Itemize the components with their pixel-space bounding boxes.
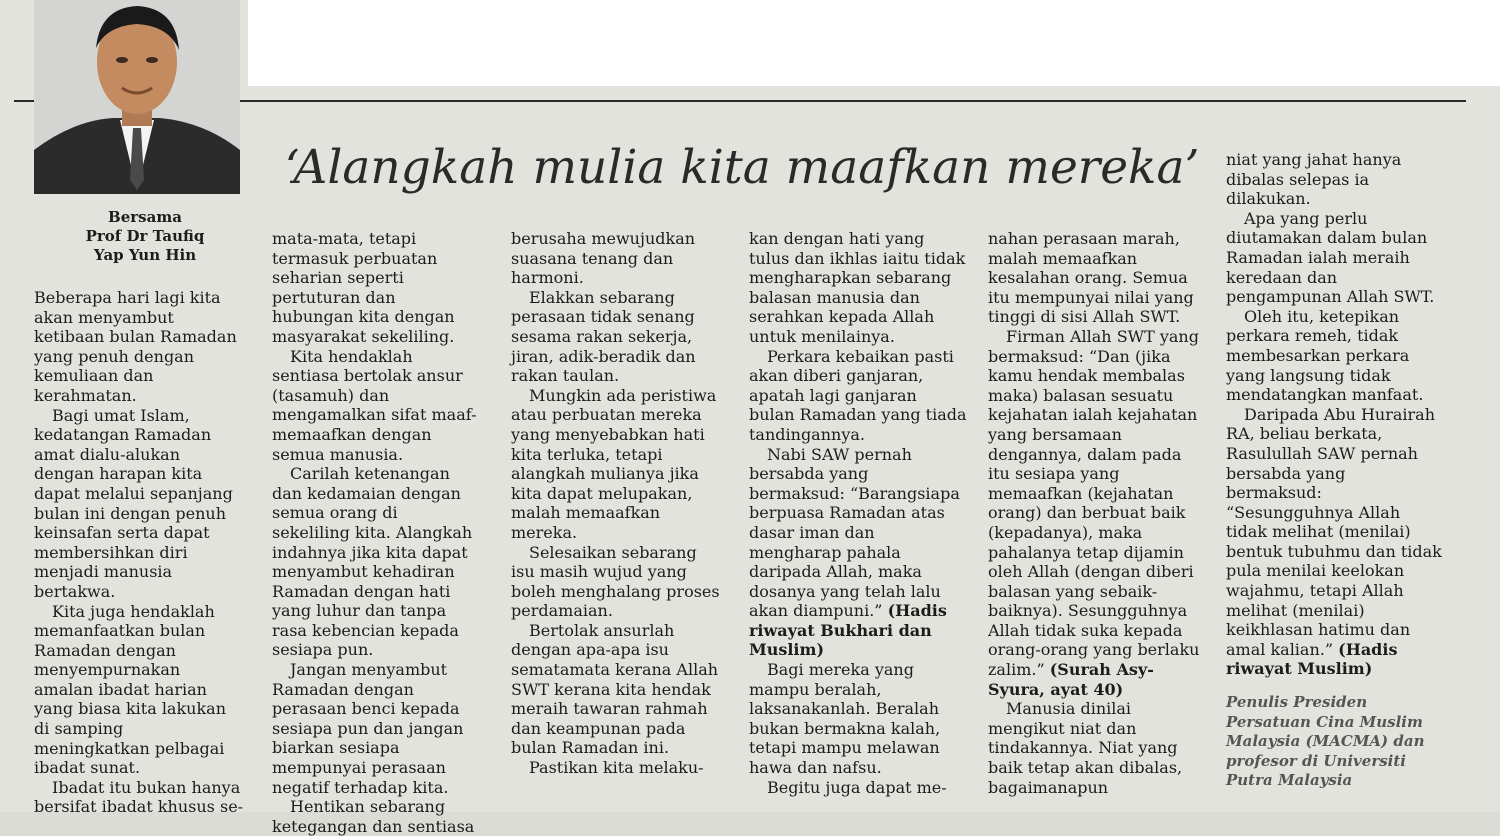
author-note: Penulis Presiden Persatuan Cina Muslim Malaysia (MACMA) dan profesor di Universiti Putra Malaysia — [1226, 693, 1425, 790]
paragraph: Bagi umat Islam, kedatangan Ramadan amat dialu-alukan dengan harapan kita dapat melalui sepanjang bulan ini dengan penuh keinsafan serta dapat membersihkan diri menjadi manusia bertakwa. — [34, 405, 233, 601]
byline-title: Prof Dr Taufiq — [85, 227, 205, 245]
paragraph — [749, 445, 967, 661]
article-column-2 — [272, 229, 480, 836]
article-column-5 — [988, 229, 1204, 797]
paragraph: berusaha mewujudkan suasana tenang dan harmoni. — [511, 229, 696, 288]
paragraph: Ibadat itu bukan hanya bersifat ibadat khusus se- — [34, 777, 244, 817]
article-column-4 — [749, 229, 967, 797]
paragraph — [988, 327, 1204, 699]
paragraph: nahan perasaan marah, malah memaafkan kesalahan orang. Semua itu mempunyai nilai yang tinggi di sisi Allah SWT. — [988, 229, 1194, 327]
hadith-quote: Nabi SAW pernah bersabda yang bermaksud: “Barangsiapa berpuasa Ramadan atas dasar iman dan mengharap pahala daripada Allah, maka dosanya yang telah lalu akan diampuni.” — [749, 444, 960, 621]
paragraph: Elakkan sebarang perasaan tidak senang sesama rakan sekerja, jiran, adik-beradik dan rakan taulan. — [511, 287, 696, 386]
hadith-source: (Hadis riwayat Muslim) — [1226, 639, 1398, 679]
paragraph: Selesaikan sebarang isu masih wujud yang boleh menghalang proses perdamaian. — [511, 542, 720, 621]
blank-header-area — [248, 0, 1500, 86]
paragraph: Carilah ketenangan dan kedamaian dengan semua orang di sekeliling kita. Alangkah indahnya jika kita dapat menyambut kehadiran Ramadan dengan hati yang luhur dan tanpa rasa kebencian kepada sesiapa pun. — [272, 464, 473, 660]
paragraph: Mungkin ada peristiwa atau perbuatan mereka yang menyebabkan hati kita terluka, tetapi alangkah mulianya jika kita dapat melupakan, malah memaafkan mereka. — [511, 385, 717, 542]
article-column-6 — [1226, 150, 1442, 791]
quran-source: (Surah Asy-Syura, ayat 40) — [988, 660, 1154, 699]
paragraph: Bertolak ansurlah dengan apa-apa isu sematamata kerana Allah SWT kerana kita hendak meraih tawaran rahmah dan keampunan pada bulan Ramadan ini. — [511, 620, 719, 758]
hadith-quote: Daripada Abu Hurairah RA, beliau berkata, Rasulullah SAW pernah bersabda yang bermaksud: “Sesungguhnya Allah tidak melihat (menilai) bentuk tubuhmu dan tidak pula menilai keelokan wajahmu, tetapi Allah melihat (menilai) keikhlasan hatimu dan amal kalian.” — [1226, 404, 1442, 659]
quran-quote: Firman Allah SWT yang bermaksud: “Dan (jika kamu hendak membalas maka) balasan sesuatu kejahatan ialah kejahatan yang bersamaan dengannya, dalam pada itu sesiapa yang memaafkan (kejahatan orang) dan berbuat baik (kepadanya), maka pahalanya tetap dijamin oleh Allah (dengan diberi balasan yang sebaik-baiknya). Sesungguhnya Allah tidak suka kepada orang-orang yang berlaku zalim.” — [988, 326, 1200, 680]
headline: ‘Alangkah mulia kita maafkan mereka’ — [284, 140, 1200, 195]
paragraph: Begitu juga dapat me- — [767, 777, 947, 797]
byline-intro: Bersama — [108, 208, 182, 226]
paragraph: Kita juga hendaklah memanfaatkan bulan Ramadan dengan menyempurnakan amalan ibadat harian yang biasa kita lakukan di samping meningkatkan pelbagai ibadat sunat. — [34, 601, 227, 778]
paragraph: Jangan menyambut Ramadan dengan perasaan benci kepada sesiapa pun dan jangan biarkan sesiapa mempunyai perasaan negatif terhadap kita. — [272, 660, 464, 797]
paragraph: Oleh itu, ketepikan perkara remeh, tidak membesarkan perkara yang langsung tidak mendatangkan manfaat. — [1226, 306, 1424, 405]
paragraph: Beberapa hari lagi kita akan menyambut ketibaan bulan Ramadan yang penuh dengan kemuliaan dan kerahmatan. — [34, 288, 237, 405]
byline — [40, 208, 250, 265]
author-photo — [34, 0, 240, 194]
paragraph: Manusia dinilai mengikut niat dan tindakannya. Niat yang baik tetap akan dibalas, bagaimanapun — [988, 699, 1183, 797]
paragraph: Hentikan sebarang ketegangan dan sentiasa — [272, 797, 475, 836]
paragraph: mata-mata, tetapi termasuk perbuatan seharian seperti pertuturan dan hubungan kita dengan masyarakat sekeliling. — [272, 229, 455, 346]
paragraph: Kita hendaklah sentiasa bertolak ansur (tasamuh) dan mengamalkan sifat maaf-memaafkan dengan semua manusia. — [272, 346, 477, 464]
paragraph: Perkara kebaikan pasti akan diberi ganjaran, apatah lagi ganjaran bulan Ramadan yang tiada tandingannya. — [749, 346, 967, 444]
paragraph: Apa yang perlu diutamakan dalam bulan Ramadan ialah meraih keredaan dan pengampunan Allah SWT. — [1226, 208, 1435, 307]
article-column-1 — [34, 288, 244, 817]
paragraph: kan dengan hati yang tulus dan ikhlas iaitu tidak mengharapkan sebarang balasan manusia dan serahkan kepada Allah untuk menilainya. — [749, 229, 966, 346]
author-portrait-icon — [34, 0, 240, 194]
hadith-source: (Hadis riwayat Bukhari dan Muslim) — [749, 601, 947, 660]
paragraph: Pastikan kita melaku- — [529, 758, 704, 778]
byline-name: Yap Yun Hin — [93, 246, 197, 264]
paragraph: niat yang jahat hanya dibalas selepas ia dilakukan. — [1226, 150, 1402, 209]
article-column-3 — [511, 229, 721, 778]
paragraph — [1226, 405, 1442, 679]
paragraph: Bagi mereka yang mampu beralah, laksanakanlah. Beralah bukan bermakna kalah, tetapi mampu melawan hawa dan nafsu. — [749, 660, 941, 778]
